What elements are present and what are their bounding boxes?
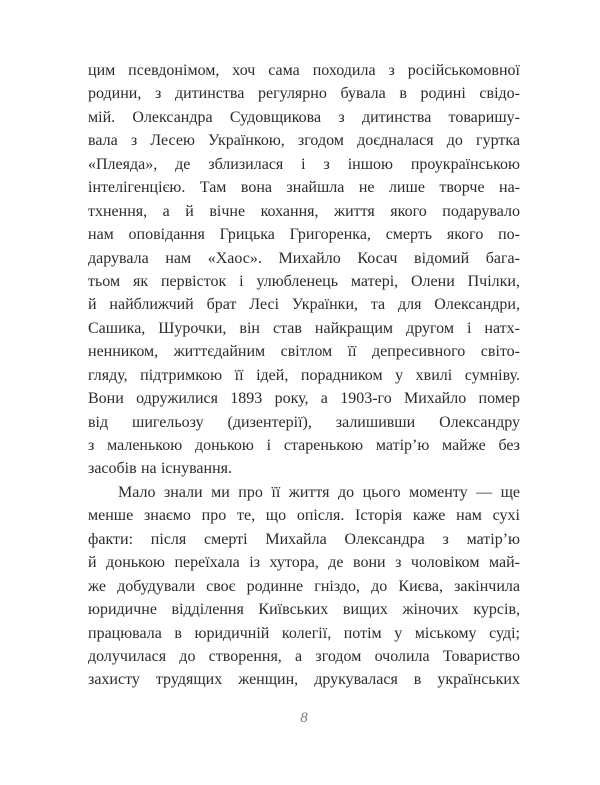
text-line: факти: після смерті Михайла Олександра з матір’ю [88,530,520,548]
page-text [88,59,520,692]
text-line: гляду, підтримкою її ідей, порадником у хвилі сумніву. [88,366,520,384]
text-line: «Плеяда», де зблизилася і з іншою проукраїнською [88,155,520,173]
text-line: тхнення, а й вічне кохання, життя якого подарувало [88,202,520,220]
text-line: ненником, життєдайним світлом її депресивного світо- [88,343,520,361]
text-line: Вони одружилися 1893 року, а 1903-го Михайло помер [88,390,520,408]
text-line: Мало знали ми про її життя до цього моменту — ще [118,483,520,501]
text-line: засобів на існування. [88,460,233,478]
text-line: нам оповідання Грицька Григоренка, смерть якого по- [88,226,520,244]
text-line: працювала в юридичній колегії, потім у міському суді; [88,624,520,642]
text-line: цим псевдонімом, хоч сама походила з російськомовної [88,62,520,79]
text-line: менше знаємо про те, що опісля. Історія каже нам сухі [88,507,520,525]
text-line: вала з Лесею Українкою, згодом доєдналася до гуртка [88,132,520,150]
text-line: родини, з дитинства регулярно бувала в родині свідо- [88,85,520,103]
text-line: дарувала нам «Хаос». Михайло Косач відомий бага- [88,249,520,267]
page-number: 8 [300,710,308,726]
text-line: захисту трудящих женщин, друкувалася в українських [88,671,520,689]
text-line: же добудували своє родинне гніздо, до Києва, закінчила [88,577,520,595]
text-line: долучилася до створення, а згодом очолила Товариство [88,647,520,665]
text-line: інтелігенцією. Там вона знайшла не лише творче на- [88,179,520,197]
text-line: юридичне відділення Київських вищих жіночих курсів, [88,601,520,619]
paragraph [88,59,520,481]
text-line: й донькою переїхала із хутора, де вони з чоловіком май- [88,554,520,572]
text-line: від шигельозу (дизентерії), залишивши Олександру [88,413,520,431]
text-line: й найближчий брат Лесі Українки, та для Олександри, [88,296,520,314]
text-line: з маленькою донькою і старенькою матір’ю майже без [88,437,520,454]
text-line: Сашика, Шурочки, він став найкращим другом і натх- [88,319,520,337]
text-line: мій. Олександра Судовщикова з дитинства товаришу- [88,108,520,126]
paragraph [88,481,520,692]
text-line: тьом як первісток і улюбленець матері, Олени Пчілки, [88,272,520,290]
